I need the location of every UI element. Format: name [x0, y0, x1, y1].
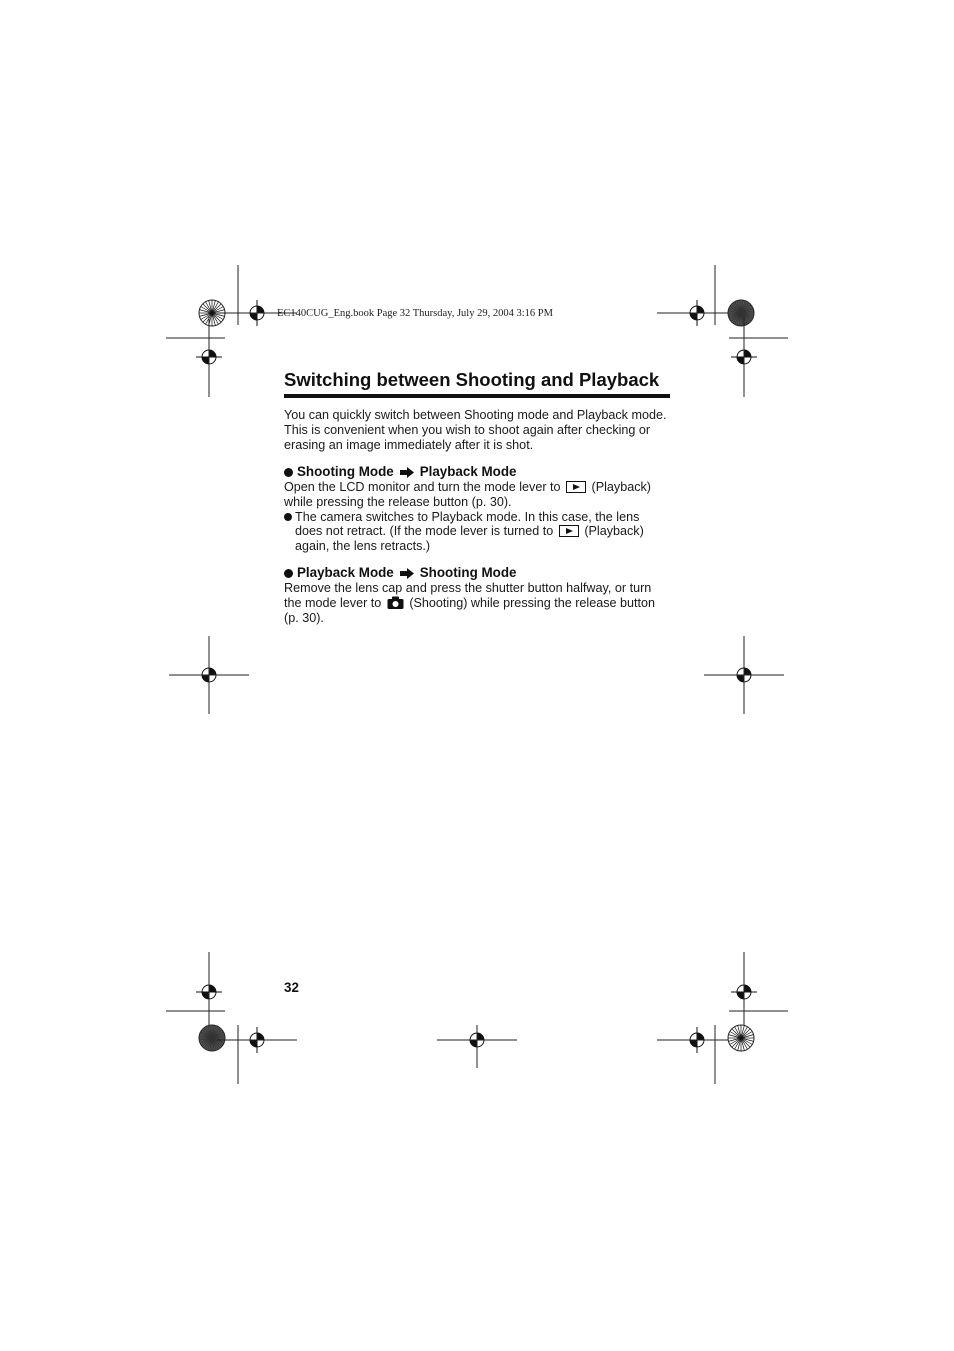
page-number: 32 [284, 980, 299, 995]
page-content [284, 368, 670, 625]
camera-icon [387, 596, 404, 609]
heading-to-mode: Playback Mode [419, 464, 517, 480]
heading-from-mode: Shooting Mode [297, 464, 394, 480]
section-heading-playback-to-shooting [284, 565, 670, 581]
bullet-icon [284, 569, 293, 578]
bullet-text-b: (Playback) again, the lens retracts.) [295, 524, 644, 553]
page-title: Switching between Shooting and Playback [284, 368, 670, 398]
section1-text-a: Open the LCD monitor and turn the mode lever to [284, 480, 561, 495]
heading-from-mode: Playback Mode [297, 565, 394, 581]
section2-text-b: (Shooting) while pressing the release button (p. 30). [284, 595, 656, 625]
print-header: EC140CUG_Eng.book Page 32 Thursday, July 29, 2004 3:16 PM [277, 308, 553, 319]
right-arrow-icon [400, 467, 414, 478]
bullet-icon [284, 513, 292, 521]
bullet-icon [284, 468, 293, 477]
section1-text-b: (Playback) while pressing the release button (p. 30). [284, 480, 652, 509]
intro-paragraph: You can quickly switch between Shooting mode and Playback mode. This is convenient when you wish to shoot again after checking or erasing an image immediately after it is shot. [284, 408, 667, 452]
color-registration-wheel-icon [728, 1025, 754, 1051]
section2-paragraph [284, 581, 670, 625]
right-arrow-icon [400, 568, 414, 579]
section1-bullet [284, 510, 670, 554]
playback-icon [559, 525, 579, 537]
color-registration-wheel-icon [728, 300, 754, 326]
section-heading-shooting-to-playback [284, 464, 670, 480]
color-registration-wheel-icon [199, 1025, 225, 1051]
bullet-text-a: The camera switches to Playback mode. In this case, the lens does not retract. (If the mode lever is turned to [295, 509, 640, 539]
section1-paragraph [284, 480, 670, 509]
section2-text-a: Remove the lens cap and press the shutter button halfway, or turn the mode lever to [284, 581, 652, 610]
playback-icon [566, 481, 586, 493]
heading-to-mode: Shooting Mode [419, 565, 517, 581]
